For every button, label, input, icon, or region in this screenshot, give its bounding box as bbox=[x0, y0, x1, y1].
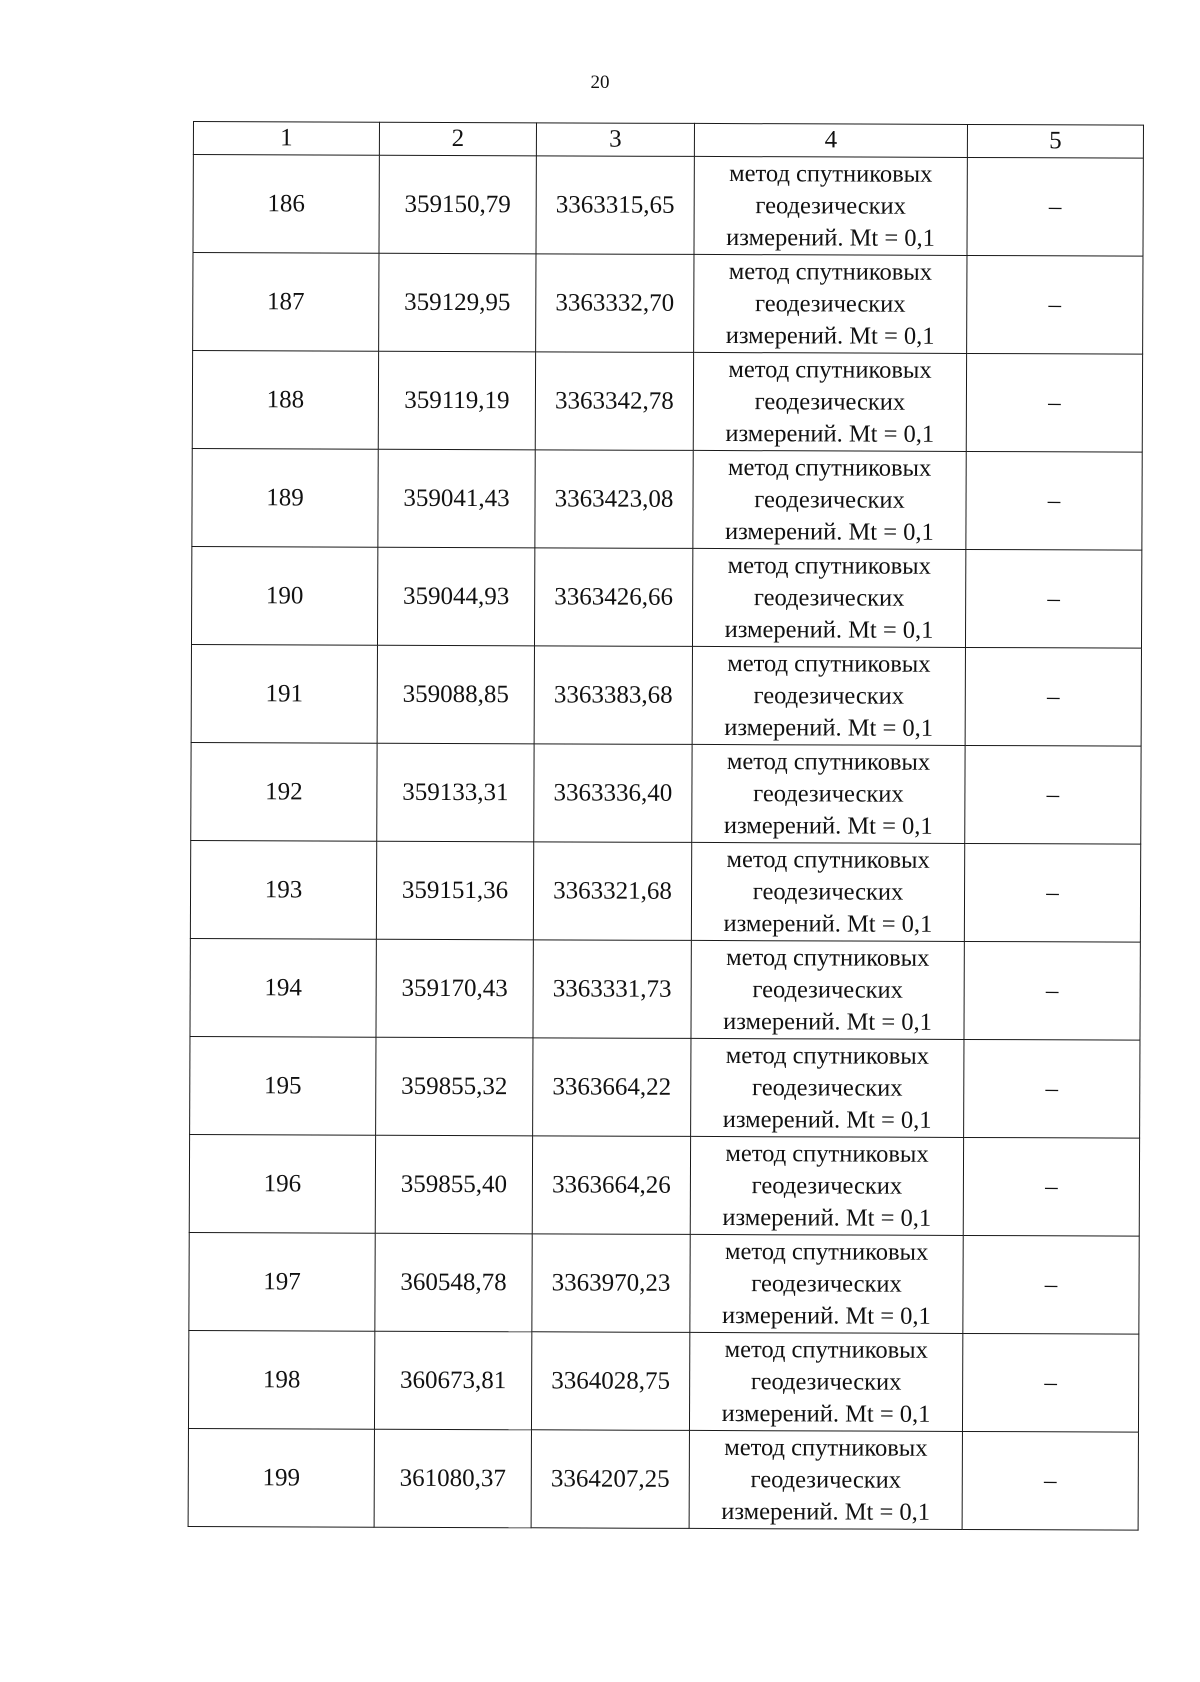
method-cell bbox=[694, 254, 967, 353]
note-cell: – bbox=[965, 549, 1141, 648]
note-cell: – bbox=[964, 843, 1140, 942]
method-line: геодезических bbox=[754, 387, 906, 416]
table-row bbox=[189, 1232, 1139, 1334]
note-cell: – bbox=[967, 255, 1143, 354]
table-header bbox=[193, 122, 1143, 159]
y-coordinate-cell: 3363332,70 bbox=[536, 254, 694, 353]
method-line: измерений. Mt = 0,1 bbox=[721, 1301, 931, 1330]
page-number: 20 bbox=[590, 72, 610, 93]
method-line: геодезических bbox=[754, 485, 905, 514]
method-line: метод спутниковых bbox=[726, 943, 930, 972]
header-col-4: 4 bbox=[694, 123, 967, 157]
method-line: геодезических bbox=[753, 681, 905, 710]
note-cell: – bbox=[963, 1235, 1139, 1334]
y-coordinate-cell: 3363664,22 bbox=[533, 1038, 691, 1137]
method-line: геодезических bbox=[751, 1269, 902, 1298]
method-cell bbox=[691, 842, 964, 941]
method-line: измерений. Mt = 0,1 bbox=[723, 909, 933, 938]
method-line: метод спутниковых bbox=[728, 257, 933, 286]
method-line: измерений. Mt = 0,1 bbox=[726, 223, 936, 252]
method-cell bbox=[692, 646, 965, 745]
point-number-cell: 193 bbox=[190, 840, 376, 939]
note-cell: – bbox=[962, 1431, 1138, 1530]
note-cell: – bbox=[962, 1333, 1138, 1432]
point-number-cell: 194 bbox=[190, 938, 376, 1037]
x-coordinate-cell: 360548,78 bbox=[375, 1233, 532, 1332]
method-cell bbox=[690, 1234, 963, 1333]
method-line: измерений. Mt = 0,1 bbox=[722, 1203, 932, 1232]
method-line: геодезических bbox=[753, 583, 905, 612]
y-coordinate-cell: 3363342,78 bbox=[535, 352, 693, 451]
y-coordinate-cell: 3363331,73 bbox=[533, 940, 691, 1039]
note-cell: – bbox=[966, 353, 1142, 452]
x-coordinate-cell: 359133,31 bbox=[377, 743, 534, 842]
method-line: измерений. Mt = 0,1 bbox=[722, 1105, 932, 1134]
y-coordinate-cell: 3364028,75 bbox=[531, 1332, 689, 1431]
x-coordinate-cell: 360673,81 bbox=[374, 1331, 531, 1430]
method-line: геодезических bbox=[752, 975, 903, 1004]
y-coordinate-cell: 3363423,08 bbox=[535, 450, 693, 549]
point-number-cell: 197 bbox=[189, 1232, 375, 1331]
method-line: метод спутниковых bbox=[725, 1139, 929, 1168]
method-cell bbox=[690, 1136, 963, 1235]
x-coordinate-cell: 359088,85 bbox=[377, 645, 534, 744]
header-col-5: 5 bbox=[967, 124, 1143, 158]
note-cell: – bbox=[966, 451, 1142, 550]
x-coordinate-cell: 359151,36 bbox=[376, 841, 533, 940]
method-line: геодезических bbox=[755, 191, 906, 220]
table-row bbox=[191, 742, 1141, 844]
method-line: измерений. Mt = 0,1 bbox=[724, 713, 934, 742]
method-cell bbox=[694, 156, 967, 255]
table-row bbox=[191, 644, 1141, 746]
method-line: измерений. Mt = 0,1 bbox=[725, 419, 935, 448]
method-cell bbox=[691, 940, 964, 1039]
x-coordinate-cell: 359044,93 bbox=[377, 547, 534, 646]
table-row bbox=[192, 448, 1142, 550]
method-cell bbox=[692, 548, 965, 647]
table-row bbox=[188, 1330, 1138, 1432]
method-line: измерений. Mt = 0,1 bbox=[725, 321, 935, 350]
method-line: метод спутниковых bbox=[726, 747, 931, 776]
table-body bbox=[188, 155, 1143, 1531]
method-line: метод спутниковых bbox=[727, 649, 931, 678]
table-row bbox=[192, 351, 1142, 453]
y-coordinate-cell: 3363315,65 bbox=[536, 156, 694, 255]
coordinates-table bbox=[188, 121, 1144, 1531]
table-row bbox=[190, 1036, 1140, 1138]
method-cell bbox=[693, 450, 966, 549]
note-cell: – bbox=[964, 1039, 1140, 1138]
x-coordinate-cell: 359150,79 bbox=[379, 155, 536, 254]
method-line: метод спутниковых bbox=[724, 1335, 928, 1364]
method-line: метод спутниковых bbox=[725, 1041, 930, 1070]
x-coordinate-cell: 359855,40 bbox=[375, 1135, 532, 1234]
method-line: метод спутниковых bbox=[728, 355, 932, 384]
note-cell: – bbox=[963, 1137, 1139, 1236]
x-coordinate-cell: 359855,32 bbox=[376, 1037, 533, 1136]
method-line: метод спутниковых bbox=[729, 159, 933, 188]
method-line: геодезических bbox=[750, 1367, 902, 1396]
method-cell bbox=[689, 1430, 962, 1529]
x-coordinate-cell: 359041,43 bbox=[378, 449, 535, 548]
method-line: геодезических bbox=[753, 779, 904, 808]
x-coordinate-cell: 359119,19 bbox=[378, 351, 535, 450]
point-number-cell: 195 bbox=[190, 1036, 376, 1135]
x-coordinate-cell: 359170,43 bbox=[376, 939, 533, 1038]
point-number-cell: 191 bbox=[191, 644, 377, 743]
point-number-cell: 188 bbox=[192, 351, 378, 450]
table-row bbox=[191, 546, 1141, 648]
method-line: геодезических bbox=[754, 289, 906, 318]
note-cell: – bbox=[965, 647, 1141, 746]
method-line: измерений. Mt = 0,1 bbox=[721, 1399, 931, 1428]
table-row bbox=[189, 1134, 1139, 1236]
method-cell bbox=[689, 1332, 962, 1431]
header-col-2: 2 bbox=[379, 122, 536, 156]
y-coordinate-cell: 3363664,26 bbox=[532, 1136, 690, 1235]
note-cell: – bbox=[967, 157, 1143, 256]
method-line: геодезических bbox=[752, 877, 904, 906]
method-line: измерений. Mt = 0,1 bbox=[723, 811, 933, 840]
method-line: метод спутниковых bbox=[727, 551, 931, 580]
method-line: геодезических bbox=[751, 1073, 903, 1102]
point-number-cell: 190 bbox=[191, 546, 377, 645]
y-coordinate-cell: 3363321,68 bbox=[533, 842, 691, 941]
table-row bbox=[193, 253, 1143, 355]
point-number-cell: 189 bbox=[192, 448, 378, 547]
point-number-cell: 187 bbox=[193, 253, 379, 352]
y-coordinate-cell: 3363970,23 bbox=[532, 1234, 690, 1333]
point-number-cell: 199 bbox=[188, 1428, 374, 1527]
method-line: метод спутниковых bbox=[727, 453, 932, 482]
point-number-cell: 198 bbox=[188, 1330, 374, 1429]
table-row bbox=[190, 840, 1140, 942]
method-line: геодезических bbox=[751, 1171, 903, 1200]
note-cell: – bbox=[964, 941, 1140, 1040]
method-line: измерений. Mt = 0,1 bbox=[721, 1497, 931, 1526]
table-row bbox=[188, 1428, 1138, 1530]
header-row bbox=[193, 122, 1143, 159]
header-col-1: 1 bbox=[193, 122, 379, 156]
header-col-3: 3 bbox=[536, 123, 694, 157]
method-line: метод спутниковых bbox=[724, 1237, 929, 1266]
method-cell bbox=[692, 744, 965, 843]
method-line: метод спутниковых bbox=[726, 845, 930, 874]
table-row bbox=[190, 938, 1140, 1040]
point-number-cell: 192 bbox=[191, 742, 377, 841]
note-cell: – bbox=[965, 745, 1141, 844]
method-line: измерений. Mt = 0,1 bbox=[724, 517, 934, 546]
x-coordinate-cell: 361080,37 bbox=[374, 1429, 531, 1528]
y-coordinate-cell: 3363336,40 bbox=[534, 744, 692, 843]
method-cell bbox=[691, 1038, 964, 1137]
y-coordinate-cell: 3363383,68 bbox=[534, 646, 692, 745]
method-line: геодезических bbox=[750, 1465, 902, 1494]
method-line: измерений. Mt = 0,1 bbox=[724, 615, 934, 644]
point-number-cell: 186 bbox=[193, 155, 379, 254]
y-coordinate-cell: 3363426,66 bbox=[534, 548, 692, 647]
method-cell bbox=[693, 352, 966, 451]
table-row bbox=[193, 155, 1143, 257]
x-coordinate-cell: 359129,95 bbox=[379, 253, 536, 352]
y-coordinate-cell: 3364207,25 bbox=[531, 1430, 689, 1529]
method-line: метод спутниковых bbox=[724, 1433, 928, 1462]
method-line: измерений. Mt = 0,1 bbox=[723, 1007, 933, 1036]
point-number-cell: 196 bbox=[189, 1134, 375, 1233]
